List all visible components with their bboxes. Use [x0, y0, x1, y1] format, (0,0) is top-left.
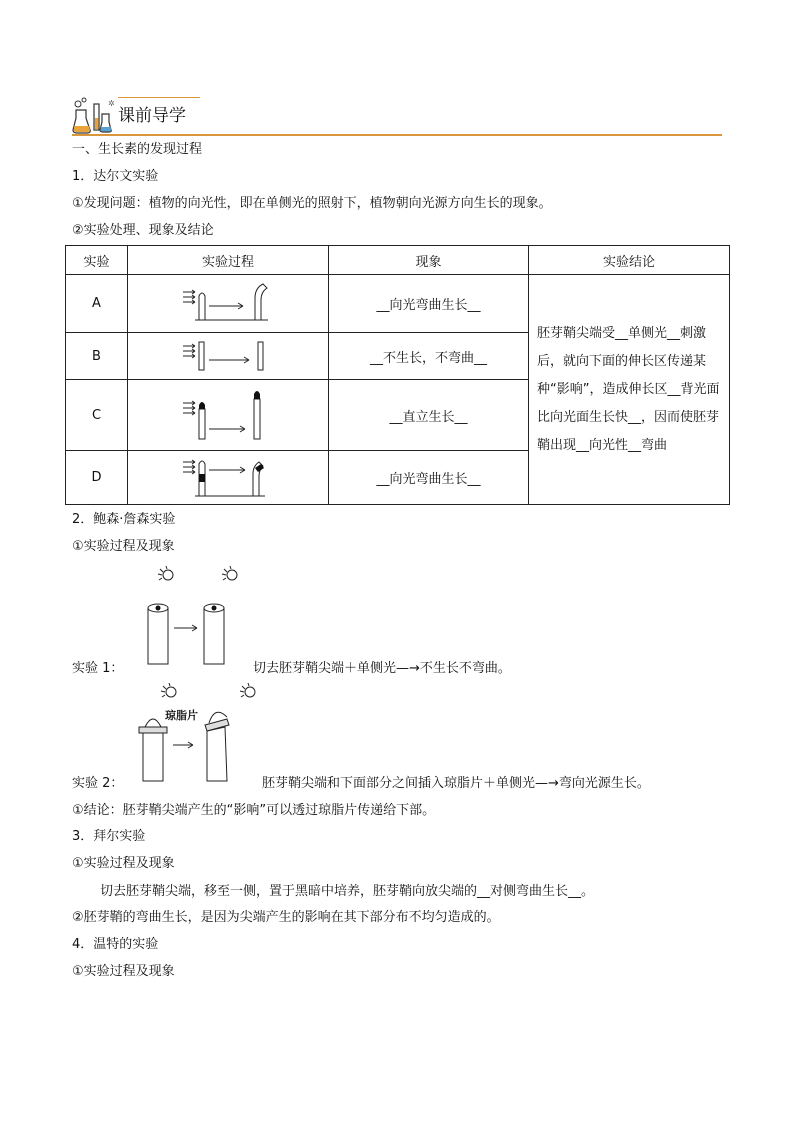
lab-flask-icon: [72, 96, 116, 134]
exp2-label: 实验 2：: [72, 776, 124, 791]
phenomenon-cell: __向光弯曲生长__: [329, 275, 529, 333]
page-title: 课前导学: [118, 106, 186, 126]
row-label: D: [66, 451, 128, 505]
exp1-label: 实验 1：: [72, 661, 124, 676]
experiment2-diagram: [135, 683, 260, 783]
col-header-phenomenon: 现象: [329, 246, 529, 275]
agar-label: 琼脂片: [165, 709, 198, 722]
svg-text:✲: ✲: [108, 99, 115, 108]
darwin-process-label: ②实验处理、现象及结论: [72, 223, 214, 238]
boysen-conclusion: ①结论：胚芽鞘尖端产生的“影响”可以透过琼脂片传递给下部。: [72, 803, 436, 818]
col-header-conclusion: 实验结论: [529, 246, 730, 275]
went-heading: 4．温特的实验: [72, 937, 159, 952]
conclusion-cell: 胚芽鞘尖端受__单侧光__刺激后，就向下面的伸长区传递某种“影响”，造成伸长区__背光面比向光面生长快__，因而使胚芽鞘出现__向光性__弯曲: [529, 275, 730, 505]
experiment1-diagram: [142, 566, 247, 670]
exp1-text: 切去胚芽鞘尖端＋单侧光—→不生长不弯曲。: [253, 661, 511, 676]
diagram-a: [128, 275, 329, 333]
boysen-heading: 2．鲍森·詹森实验: [72, 512, 176, 527]
diagram-d: [128, 451, 329, 505]
row-label: B: [66, 333, 128, 380]
darwin-table: [65, 245, 730, 505]
bayliss-conclusion: ②胚芽鞘的弯曲生长，是因为尖端产生的影响在其下部分布不均匀造成的。: [72, 910, 500, 925]
row-label: C: [66, 380, 128, 451]
bayliss-heading: 3．拜尔实验: [72, 829, 146, 844]
went-process-label: ①实验过程及现象: [72, 964, 175, 979]
boysen-process-label: ①实验过程及现象: [72, 539, 175, 554]
bayliss-description: 切去胚芽鞘尖端，移至一侧，置于黑暗中培养，胚芽鞘向放尖端的__对侧弯曲生长__。: [100, 884, 595, 899]
bayliss-process-label: ①实验过程及现象: [72, 856, 175, 871]
phenomenon-cell: __不生长，不弯曲__: [329, 333, 529, 380]
phenomenon-cell: __直立生长__: [329, 380, 529, 451]
darwin-heading: 1．达尔文实验: [72, 169, 159, 184]
row-label: A: [66, 275, 128, 333]
col-header-process: 实验过程: [128, 246, 329, 275]
header-divider: [72, 134, 722, 136]
phenomenon-cell: __向光弯曲生长__: [329, 451, 529, 505]
section-title: 一、生长素的发现过程: [72, 142, 203, 157]
header-accent-line: [118, 97, 200, 98]
diagram-c: [128, 380, 329, 451]
exp2-text: 胚芽鞘尖端和下面部分之间插入琼脂片＋单侧光—→弯向光源生长。: [262, 776, 650, 791]
table-row: [66, 275, 730, 333]
col-header-exp: 实验: [66, 246, 128, 275]
darwin-question: ①发现问题：植物的向光性，即在单侧光的照射下，植物朝向光源方向生长的现象。: [72, 196, 552, 211]
diagram-b: [128, 333, 329, 380]
